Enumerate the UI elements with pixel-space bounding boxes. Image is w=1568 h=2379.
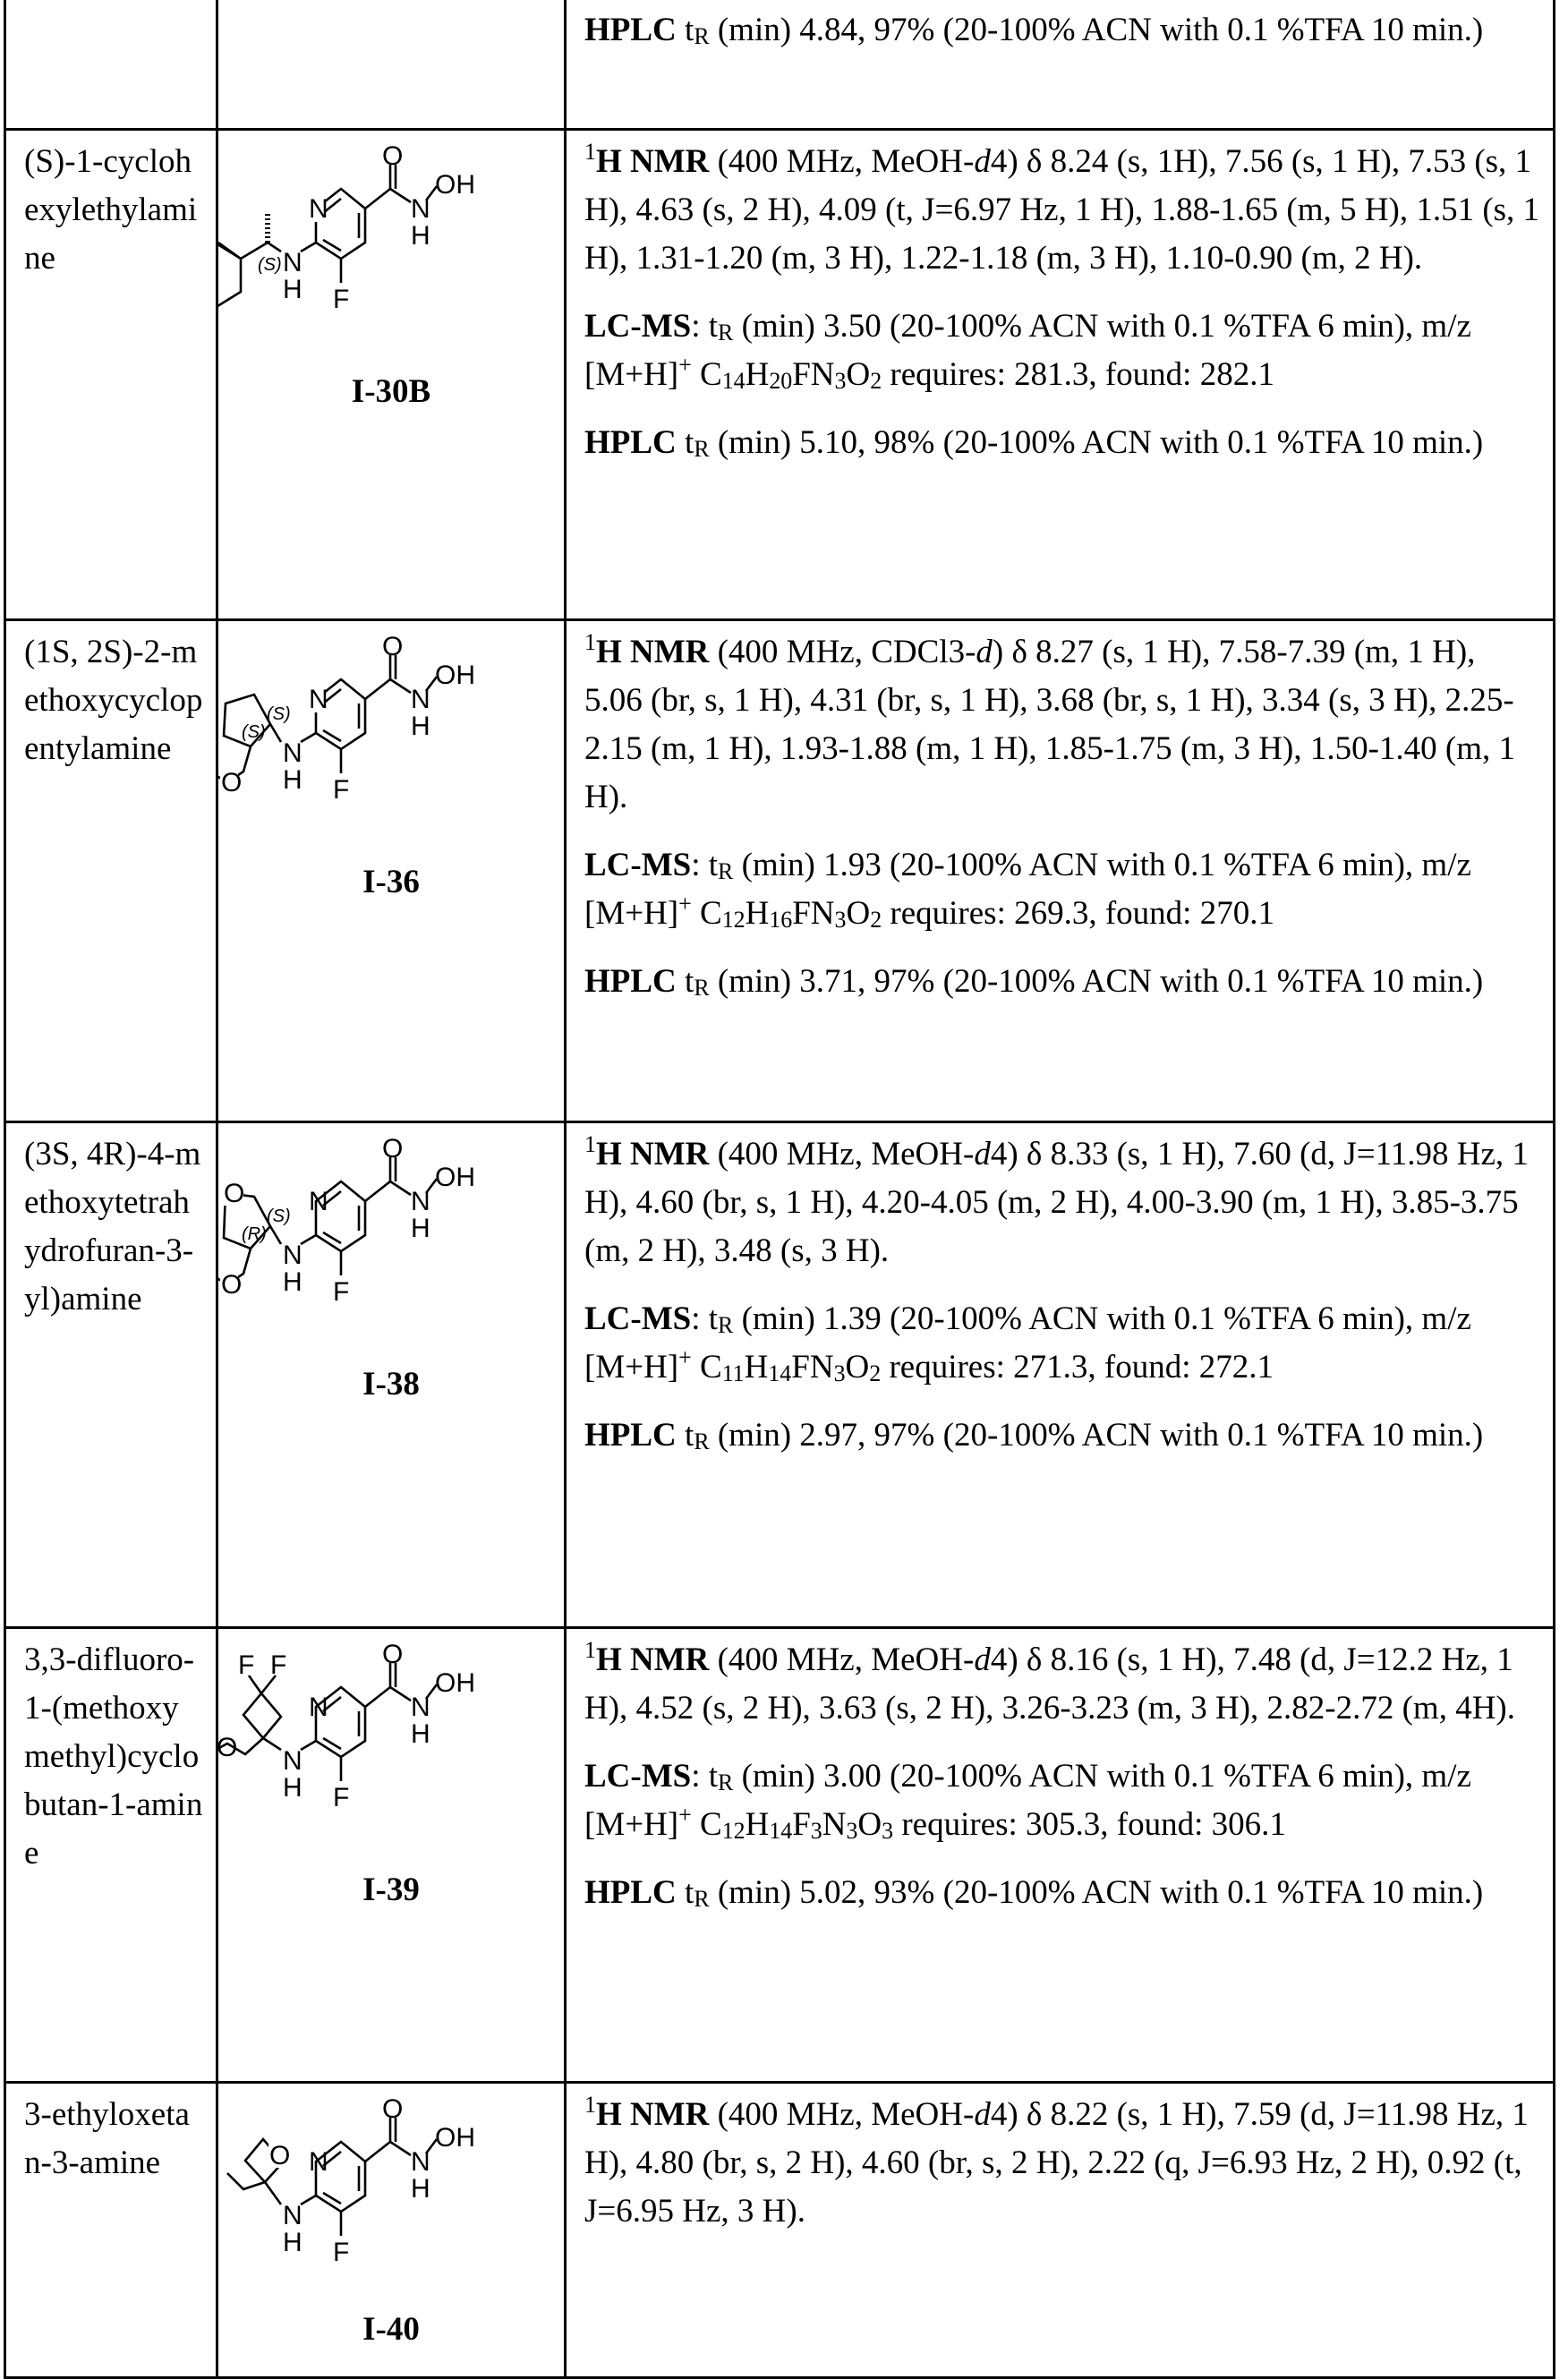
structure-cell xyxy=(217,2083,566,2378)
nmr-text: 1H NMR (400 MHz, MeOH-d4) δ 8.22 (s, 1 H), 7.59 (d, J=11.98 Hz, 1 H), 4.80 (br, s, 2 H), 4.60 (br, s, 2 H), 2.22 (q, J=6.93 Hz, 2 H), 0.92 (t, J=6.95 Hz, 3 H). xyxy=(584,2091,1540,2236)
lcms-text: LC-MS: tR (min) 1.39 (20-100% ACN with 0.1 %TFA 6 min), m/z [M+H]+ C11H14FN3O2 requires: 271.3, found: 272.1 xyxy=(584,1295,1540,1392)
svg-text:O: O xyxy=(382,1640,403,1669)
svg-text:(S): (S) xyxy=(242,722,266,742)
svg-text:N: N xyxy=(309,685,328,714)
molecule-structure-i-36 xyxy=(218,621,594,854)
compound-id: I-39 xyxy=(218,1866,564,1914)
table-row xyxy=(5,1628,1555,2083)
svg-text:N: N xyxy=(309,2147,328,2177)
svg-text:N: N xyxy=(283,738,303,768)
hplc-text: HPLC tR (min) 2.97, 97% (20-100% ACN with 0.1 %TFA 10 min.) xyxy=(584,1411,1540,1460)
svg-text:H: H xyxy=(283,2228,303,2257)
data-cell xyxy=(566,2083,1555,2378)
compound-id: I-38 xyxy=(218,1360,564,1409)
data-cell xyxy=(566,0,1555,130)
svg-text:H: H xyxy=(283,1267,303,1297)
data-cell xyxy=(566,130,1555,620)
data-cell xyxy=(566,1628,1555,2083)
svg-text:OH: OH xyxy=(435,1163,475,1192)
table-row xyxy=(5,2083,1555,2378)
structure-cell xyxy=(217,130,566,620)
svg-text:N: N xyxy=(411,2147,430,2177)
structure-cell xyxy=(217,1628,566,2083)
svg-text:F: F xyxy=(270,1650,286,1680)
svg-text:O: O xyxy=(269,2141,290,2170)
compound-id: I-36 xyxy=(218,858,564,907)
structure-cell xyxy=(217,1122,566,1628)
svg-text:F: F xyxy=(333,775,349,805)
svg-text:O: O xyxy=(218,1733,237,1762)
svg-text:H: H xyxy=(411,1719,430,1749)
amine-name: 3,3-difluoro-1-(methoxymethyl)cyclobutan-1-amine xyxy=(5,1628,217,2083)
svg-text:N: N xyxy=(283,1241,303,1270)
amine-name: (3S, 4R)-4-methoxytetrahydrofuran-3-yl)amine xyxy=(5,1122,217,1628)
hplc-text: HPLC tR (min) 5.10, 98% (20-100% ACN with 0.1 %TFA 10 min.) xyxy=(584,419,1540,467)
amine-name: (S)-1-cyclohexylethylamine xyxy=(5,130,217,620)
lcms-text: LC-MS: tR (min) 3.50 (20-100% ACN with 0.1 %TFA 6 min), m/z [M+H]+ C14H20FN3O2 requires: 281.3, found: 282.1 xyxy=(584,303,1540,399)
lcms-text: LC-MS: tR (min) 3.00 (20-100% ACN with 0.1 %TFA 6 min), m/z [M+H]+ C12H14F3N3O3 requires: 305.3, found: 306.1 xyxy=(584,1752,1540,1849)
amine-name: (1S, 2S)-2-methoxycyclopentylamine xyxy=(5,620,217,1122)
svg-text:OH: OH xyxy=(435,661,475,690)
svg-text:H: H xyxy=(411,1214,430,1243)
svg-text:(S): (S) xyxy=(267,1207,291,1226)
svg-text:F: F xyxy=(333,2238,349,2267)
molecule-structure-i-39 xyxy=(218,1629,594,1862)
svg-text:F: F xyxy=(333,1783,349,1812)
amine-cell xyxy=(5,0,217,130)
svg-text:N: N xyxy=(283,248,303,277)
svg-text:(R): (R) xyxy=(242,1224,267,1244)
nmr-text: 1H NMR (400 MHz, MeOH-d4) δ 8.24 (s, 1H), 7.56 (s, 1 H), 7.53 (s, 1 H), 4.63 (s, 2 H), 4.09 (t, J=6.97 Hz, 1 H), 1.88-1.65 (m, 5 H), 1.51 (s, 1 H), 1.31-1.20 (m, 3 H), 1.22-1.18 (m, 3 H), 1.10-0.90 (m, 2 H). xyxy=(584,138,1540,283)
hplc-text: HPLC tR (min) 5.02, 93% (20-100% ACN with 0.1 %TFA 10 min.) xyxy=(584,1869,1540,1917)
data-cell xyxy=(566,620,1555,1122)
svg-text:N: N xyxy=(283,1746,303,1776)
table-row xyxy=(5,1122,1555,1628)
lcms-text: LC-MS: tR (min) 1.93 (20-100% ACN with 0.1 %TFA 6 min), m/z [M+H]+ C12H16FN3O2 requires: 269.3, found: 270.1 xyxy=(584,841,1540,938)
nmr-text: 1H NMR (400 MHz, CDCl3-d) δ 8.27 (s, 1 H), 7.58-7.39 (m, 1 H), 5.06 (br, s, 1 H), 4.31 (br, s, 1 H), 3.68 (br, s, 1 H), 3.34 (s, 3 H), 2.25- 2.15 (m, 1 H), 1.93-1.88 (m, 1 H), 1.85-1.75 (m, 3 H), 1.50-1.40 (m, 1 H). xyxy=(584,628,1540,822)
structure-cell xyxy=(217,0,566,130)
svg-text:O: O xyxy=(224,1179,244,1208)
svg-text:N: N xyxy=(309,194,328,224)
hplc-text: HPLC tR (min) 4.84, 97% (20-100% ACN with 0.1 %TFA 10 min.) xyxy=(584,6,1540,55)
svg-text:OH: OH xyxy=(435,2123,475,2153)
table-row xyxy=(5,0,1555,130)
svg-text:N: N xyxy=(283,2201,303,2230)
nmr-text: 1H NMR (400 MHz, MeOH-d4) δ 8.33 (s, 1 H), 7.60 (d, J=11.98 Hz, 1 H), 4.60 (br, s, 1 H), 4.20-4.05 (m, 2 H), 4.00-3.90 (m, 1 H), 3.85-3.75 (m, 2 H), 3.48 (s, 3 H). xyxy=(584,1130,1540,1275)
svg-text:H: H xyxy=(411,712,430,741)
svg-text:H: H xyxy=(411,2174,430,2204)
svg-text:O: O xyxy=(382,141,403,171)
molecule-structure-i-40 xyxy=(218,2084,594,2316)
table-row xyxy=(5,130,1555,620)
table-row xyxy=(5,620,1555,1122)
hplc-text: HPLC tR (min) 3.71, 97% (20-100% ACN with 0.1 %TFA 10 min.) xyxy=(584,958,1540,1006)
amine-name: 3-ethyloxetan-3-amine xyxy=(5,2083,217,2378)
molecule-structure-i-30b xyxy=(218,131,594,363)
svg-text:N: N xyxy=(411,1187,430,1216)
svg-text:OH: OH xyxy=(435,1668,475,1698)
svg-text:F: F xyxy=(333,285,349,314)
svg-text:O: O xyxy=(382,632,403,661)
svg-text:H: H xyxy=(283,275,303,304)
svg-text:O: O xyxy=(382,1134,403,1164)
svg-text:(S): (S) xyxy=(267,704,291,724)
nmr-text: 1H NMR (400 MHz, MeOH-d4) δ 8.16 (s, 1 H), 7.48 (d, J=12.2 Hz, 1 H), 4.52 (s, 2 H), 3.63 (s, 2 H), 3.26-3.23 (m, 3 H), 2.82-2.72 (m, 4H). xyxy=(584,1636,1540,1733)
svg-text:(S): (S) xyxy=(258,255,282,275)
svg-text:O: O xyxy=(221,1270,242,1300)
svg-text:N: N xyxy=(309,1187,328,1216)
compound-id: I-30B xyxy=(218,368,564,416)
svg-text:H: H xyxy=(411,221,430,251)
svg-text:H: H xyxy=(283,765,303,795)
molecule-structure-i-38 xyxy=(218,1123,594,1356)
compound-table xyxy=(4,0,1555,2379)
svg-text:F: F xyxy=(333,1277,349,1307)
svg-text:O: O xyxy=(221,768,242,797)
structure-cell xyxy=(217,620,566,1122)
svg-text:OH: OH xyxy=(435,170,475,200)
svg-text:N: N xyxy=(411,194,430,224)
data-cell xyxy=(566,1122,1555,1628)
svg-text:F: F xyxy=(238,1650,254,1680)
svg-text:O: O xyxy=(382,2094,403,2124)
svg-text:N: N xyxy=(309,1693,328,1722)
svg-text:N: N xyxy=(411,1693,430,1722)
svg-text:H: H xyxy=(283,1773,303,1803)
compound-id: I-40 xyxy=(218,2306,564,2354)
svg-text:N: N xyxy=(411,685,430,714)
